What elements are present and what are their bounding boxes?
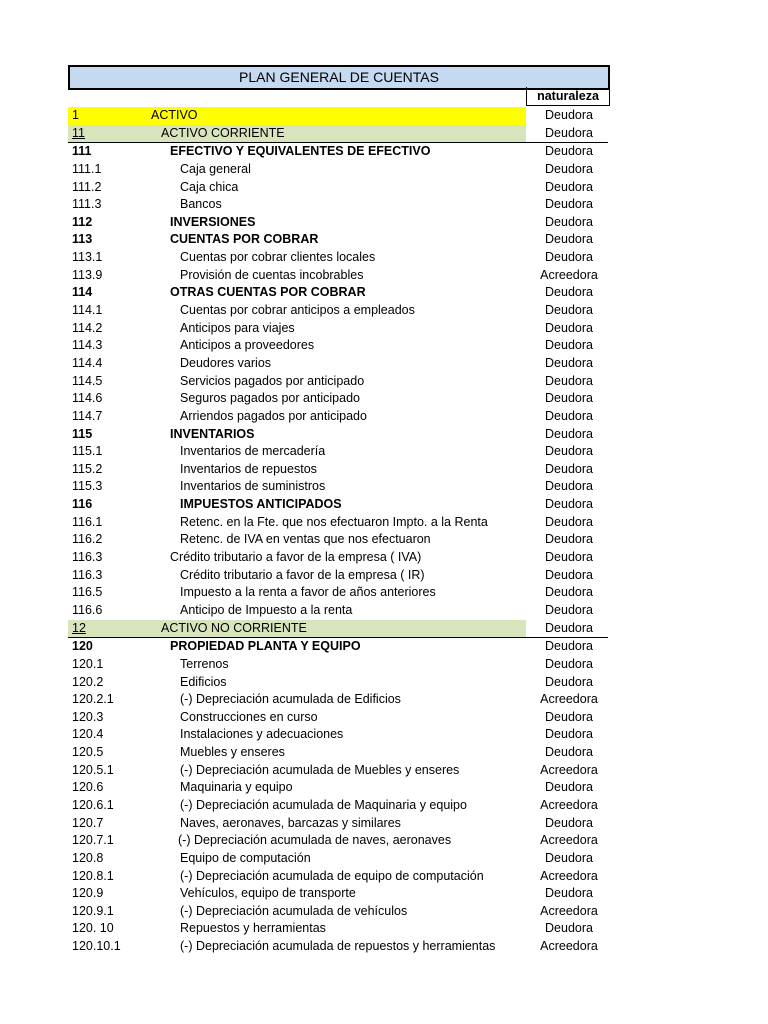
table-row bbox=[68, 426, 608, 444]
account-code: 120.6 bbox=[72, 780, 104, 795]
account-description: ACTIVO CORRIENTE bbox=[161, 125, 285, 140]
account-nature: Deudora bbox=[545, 408, 593, 423]
account-description: IMPUESTOS ANTICIPADOS bbox=[180, 497, 342, 512]
account-code: 120.3 bbox=[72, 709, 104, 724]
account-code: 120.8.1 bbox=[72, 868, 114, 883]
account-code: 120.9 bbox=[72, 886, 104, 901]
table-row bbox=[68, 443, 608, 461]
account-code: 114 bbox=[72, 285, 93, 300]
account-description: Terrenos bbox=[180, 656, 229, 671]
table-row bbox=[68, 531, 608, 549]
table-row bbox=[68, 461, 608, 479]
account-nature: Deudora bbox=[545, 444, 593, 459]
account-code: 112 bbox=[72, 214, 93, 229]
account-description: Inventarios de suministros bbox=[180, 479, 326, 494]
account-code: 116.3 bbox=[72, 550, 103, 565]
account-description: Muebles y enseres bbox=[180, 745, 285, 760]
account-code: 120.5 bbox=[72, 745, 104, 760]
account-description: Inventarios de mercadería bbox=[180, 444, 326, 459]
table-row bbox=[68, 337, 608, 355]
account-code: 114.1 bbox=[72, 303, 103, 318]
account-nature: Acreedora bbox=[540, 797, 598, 812]
account-code: 111.1 bbox=[72, 161, 102, 176]
account-nature: Deudora bbox=[545, 214, 593, 229]
account-code: 120.1 bbox=[72, 656, 104, 671]
account-description: Maquinaria y equipo bbox=[180, 780, 293, 795]
account-description: Cuentas por cobrar clientes locales bbox=[180, 250, 376, 265]
table-row bbox=[68, 779, 608, 797]
account-description: CUENTAS POR COBRAR bbox=[170, 232, 319, 247]
account-description: (-) Depreciación acumulada de vehículos bbox=[180, 903, 408, 918]
account-description: Caja general bbox=[180, 161, 251, 176]
account-nature: Deudora bbox=[545, 921, 593, 936]
table-row bbox=[68, 656, 608, 674]
table-row bbox=[68, 179, 608, 197]
account-nature: Deudora bbox=[545, 620, 593, 635]
account-description: Retenc. de IVA en ventas que nos efectuaron bbox=[180, 532, 431, 547]
account-description: ACTIVO bbox=[151, 108, 198, 122]
account-nature: Deudora bbox=[545, 461, 593, 476]
table-row bbox=[68, 691, 608, 709]
account-description: Cuentas por cobrar anticipos a empleados bbox=[180, 303, 415, 318]
account-description: (-) Depreciación acumulada de equipo de computación bbox=[180, 868, 484, 883]
account-description: Caja chica bbox=[180, 179, 239, 194]
account-code: 114.6 bbox=[72, 391, 103, 406]
account-nature: Deudora bbox=[545, 285, 593, 300]
account-description: Repuestos y herramientas bbox=[180, 921, 326, 936]
account-code: 113.9 bbox=[72, 267, 103, 282]
table-row bbox=[68, 744, 608, 762]
account-description: PROPIEDAD PLANTA Y EQUIPO bbox=[170, 639, 361, 654]
account-code: 120.5.1 bbox=[72, 762, 114, 777]
account-description: Arriendos pagados por anticipado bbox=[180, 408, 367, 423]
account-nature: Deudora bbox=[545, 197, 593, 212]
account-code: 114.7 bbox=[72, 408, 103, 423]
account-description: INVENTARIOS bbox=[170, 426, 255, 441]
account-nature: Deudora bbox=[545, 338, 593, 353]
account-code: 120.2 bbox=[72, 674, 104, 689]
table-row bbox=[68, 674, 608, 692]
table-row bbox=[68, 602, 608, 620]
account-code: 120.4 bbox=[72, 727, 104, 742]
account-nature: Acreedora bbox=[540, 903, 598, 918]
account-nature: Acreedora bbox=[540, 868, 598, 883]
account-description: (-) Depreciación acumulada de Edificios bbox=[180, 692, 401, 707]
account-nature: Deudora bbox=[545, 585, 593, 600]
account-code: 120.9.1 bbox=[72, 903, 114, 918]
account-nature: Deudora bbox=[545, 745, 593, 760]
account-code: 115.3 bbox=[72, 479, 103, 494]
account-description: Impuesto a la renta a favor de años anteriores bbox=[180, 585, 436, 600]
account-nature: Acreedora bbox=[540, 833, 598, 848]
account-nature: Deudora bbox=[545, 514, 593, 529]
account-description: EFECTIVO Y EQUIVALENTES DE EFECTIVO bbox=[170, 144, 431, 159]
account-code: 115 bbox=[72, 426, 93, 441]
account-code: 113.1 bbox=[72, 250, 103, 265]
account-code: 115.2 bbox=[72, 461, 103, 476]
account-description: Provisión de cuentas incobrables bbox=[180, 267, 364, 282]
table-row bbox=[68, 549, 608, 567]
account-description: (-) Depreciación acumulada de Maquinaria y equipo bbox=[180, 797, 467, 812]
table-row bbox=[68, 267, 608, 285]
account-nature: Deudora bbox=[545, 373, 593, 388]
account-nature: Deudora bbox=[545, 144, 593, 159]
account-nature: Deudora bbox=[545, 250, 593, 265]
account-nature: Acreedora bbox=[540, 762, 598, 777]
account-description: Edificios bbox=[180, 674, 227, 689]
account-description: Seguros pagados por anticipado bbox=[180, 391, 360, 406]
account-code: 120.10.1 bbox=[72, 939, 121, 954]
account-description: Retenc. en la Fte. que nos efectuaron Impto. a la Renta bbox=[180, 514, 488, 529]
account-code: 114.3 bbox=[72, 338, 103, 353]
table-row bbox=[68, 885, 608, 903]
account-code: 1 bbox=[72, 108, 79, 122]
account-nature: Deudora bbox=[545, 232, 593, 247]
table-row bbox=[68, 868, 608, 886]
account-code: 113 bbox=[72, 232, 93, 247]
table-row bbox=[68, 355, 608, 373]
account-nature: Acreedora bbox=[540, 267, 598, 282]
page-title: PLAN GENERAL DE CUENTAS bbox=[68, 65, 610, 90]
account-nature: Deudora bbox=[545, 780, 593, 795]
account-description: (-) Depreciación acumulada de repuestos y herramientas bbox=[180, 939, 496, 954]
account-description: Construcciones en curso bbox=[180, 709, 318, 724]
account-description: Inventarios de repuestos bbox=[180, 461, 317, 476]
account-code: 120.8 bbox=[72, 850, 104, 865]
account-nature: Deudora bbox=[545, 391, 593, 406]
account-nature: Acreedora bbox=[540, 939, 598, 954]
table-row bbox=[68, 567, 608, 585]
account-description: Anticipos para viajes bbox=[180, 320, 295, 335]
account-code: 114.5 bbox=[72, 373, 103, 388]
table-row bbox=[68, 709, 608, 727]
table-row bbox=[68, 938, 608, 956]
table-row bbox=[68, 850, 608, 868]
account-nature: Deudora bbox=[545, 850, 593, 865]
table-row bbox=[68, 832, 608, 850]
account-code: 114.4 bbox=[72, 355, 103, 370]
account-code: 120 bbox=[72, 639, 93, 654]
table-row bbox=[68, 214, 608, 232]
account-description: Naves, aeronaves, barcazas y similares bbox=[180, 815, 401, 830]
account-nature: Deudora bbox=[545, 426, 593, 441]
table-row bbox=[68, 514, 608, 532]
account-code: 120. 10 bbox=[72, 921, 114, 936]
account-description: Instalaciones y adecuaciones bbox=[180, 727, 344, 742]
account-nature: Deudora bbox=[545, 532, 593, 547]
table-row bbox=[68, 107, 608, 125]
account-description: Equipo de computación bbox=[180, 850, 311, 865]
account-code: 116 bbox=[72, 497, 93, 512]
account-code: 120.7 bbox=[72, 815, 104, 830]
account-description: (-) Depreciación acumulada de naves, aeronaves bbox=[178, 833, 452, 848]
account-code: 114.2 bbox=[72, 320, 103, 335]
account-description: INVERSIONES bbox=[170, 214, 256, 229]
account-nature: Deudora bbox=[545, 497, 593, 512]
account-description: Deudores varios bbox=[180, 355, 272, 370]
table-row bbox=[68, 815, 608, 833]
account-code: 116.2 bbox=[72, 532, 103, 547]
nature-column-header: naturaleza bbox=[526, 87, 610, 106]
account-description: Crédito tributario a favor de la empresa ( IR) bbox=[180, 567, 425, 582]
table-row bbox=[68, 638, 608, 656]
table-row bbox=[68, 284, 608, 302]
table-row bbox=[68, 373, 608, 391]
table-row bbox=[68, 196, 608, 214]
account-code: 12 bbox=[72, 620, 86, 635]
table-row bbox=[68, 620, 608, 639]
account-code: 116.3 bbox=[72, 567, 103, 582]
account-code: 116.6 bbox=[72, 602, 103, 617]
account-nature: Deudora bbox=[545, 355, 593, 370]
table-row bbox=[68, 408, 608, 426]
account-code: 115.1 bbox=[72, 444, 103, 459]
account-nature: Deudora bbox=[545, 639, 593, 654]
account-nature: Deudora bbox=[545, 550, 593, 565]
table-row bbox=[68, 903, 608, 921]
account-description: Anticipos a proveedores bbox=[180, 338, 315, 353]
account-nature: Deudora bbox=[545, 479, 593, 494]
account-nature: Deudora bbox=[545, 567, 593, 582]
account-description: Bancos bbox=[180, 197, 222, 212]
account-nature: Deudora bbox=[545, 815, 593, 830]
account-code: 111.3 bbox=[72, 197, 102, 212]
account-description: Anticipo de Impuesto a la renta bbox=[180, 602, 353, 617]
account-code: 11 bbox=[72, 125, 85, 140]
account-code: 120.2.1 bbox=[72, 692, 114, 707]
table-row bbox=[68, 143, 608, 161]
accounts-table bbox=[68, 107, 608, 956]
account-code: 116.5 bbox=[72, 585, 103, 600]
table-row bbox=[68, 390, 608, 408]
table-row bbox=[68, 920, 608, 938]
account-description: Vehículos, equipo de transporte bbox=[180, 886, 356, 901]
account-description: Servicios pagados por anticipado bbox=[180, 373, 365, 388]
account-code: 120.7.1 bbox=[72, 833, 114, 848]
table-row bbox=[68, 496, 608, 514]
account-nature: Deudora bbox=[545, 108, 593, 122]
account-description: (-) Depreciación acumulada de Muebles y enseres bbox=[180, 762, 460, 777]
account-nature: Deudora bbox=[545, 303, 593, 318]
account-nature: Deudora bbox=[545, 709, 593, 724]
table-row bbox=[68, 125, 608, 144]
account-nature: Deudora bbox=[545, 602, 593, 617]
row-highlight bbox=[68, 107, 526, 125]
account-nature: Deudora bbox=[545, 320, 593, 335]
table-row bbox=[68, 161, 608, 179]
account-description: Crédito tributario a favor de la empresa ( IVA) bbox=[170, 550, 422, 565]
account-nature: Deudora bbox=[545, 161, 593, 176]
account-nature: Acreedora bbox=[540, 692, 598, 707]
account-code: 120.6.1 bbox=[72, 797, 114, 812]
account-nature: Deudora bbox=[545, 125, 593, 140]
table-row bbox=[68, 762, 608, 780]
account-nature: Deudora bbox=[545, 656, 593, 671]
table-row bbox=[68, 302, 608, 320]
account-nature: Deudora bbox=[545, 674, 593, 689]
row-highlight bbox=[68, 125, 526, 143]
account-description: ACTIVO NO CORRIENTE bbox=[161, 620, 307, 635]
table-row bbox=[68, 797, 608, 815]
table-row bbox=[68, 584, 608, 602]
account-nature: Deudora bbox=[545, 727, 593, 742]
account-code: 111.2 bbox=[72, 179, 102, 194]
table-row bbox=[68, 320, 608, 338]
table-row bbox=[68, 249, 608, 267]
account-nature: Deudora bbox=[545, 886, 593, 901]
account-code: 116.1 bbox=[72, 514, 103, 529]
table-row bbox=[68, 726, 608, 744]
account-code: 111 bbox=[72, 144, 92, 159]
account-nature: Deudora bbox=[545, 179, 593, 194]
table-row bbox=[68, 478, 608, 496]
account-description: OTRAS CUENTAS POR COBRAR bbox=[170, 285, 366, 300]
table-row bbox=[68, 231, 608, 249]
